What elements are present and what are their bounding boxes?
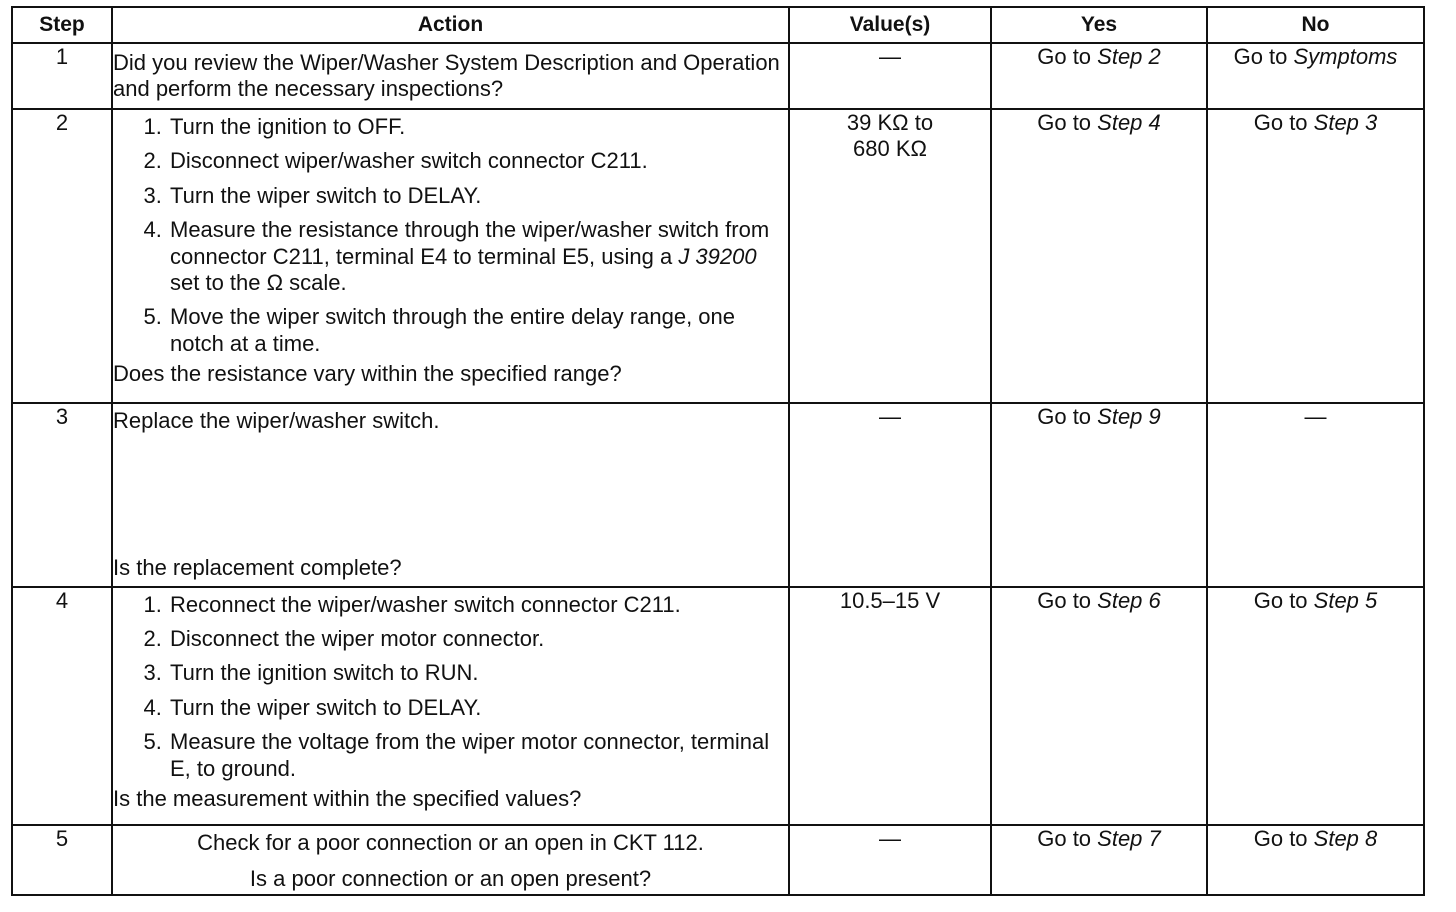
action-text: Did you review the Wiper/Washer System Description and Operation and perform the necessary inspections? <box>113 50 780 102</box>
yes-prefix: Go to <box>1037 587 1098 613</box>
no-cell <box>1207 109 1424 403</box>
step-number: 5 <box>12 825 112 895</box>
header-row <box>12 7 1424 43</box>
yes-cell <box>991 43 1207 109</box>
action-question: Is the replacement complete? <box>113 555 402 581</box>
header-no: No <box>1207 7 1424 43</box>
value-cell: — <box>789 43 991 109</box>
yes-prefix: Go to <box>1037 404 1098 430</box>
action-step: 4. Turn the wiper switch to DELAY. <box>168 695 788 721</box>
action-question: Is a poor connection or an open present? <box>249 866 652 892</box>
action-step: 5. Measure the voltage from the wiper motor connector, terminal E, to ground. <box>168 729 788 782</box>
action-step: 5. Move the wiper switch through the entire delay range, one notch at a time. <box>168 304 788 357</box>
action-steps-list <box>113 114 788 357</box>
yes-cell <box>991 587 1207 825</box>
yes-cell <box>991 403 1207 586</box>
yes-link-step-6[interactable]: Step 6 <box>1097 587 1161 613</box>
step-number: 1 <box>12 43 112 109</box>
header-values: Value(s) <box>789 7 991 43</box>
yes-cell <box>991 825 1207 895</box>
no-prefix: Go to <box>1253 825 1314 851</box>
action-cell <box>112 825 789 895</box>
no-prefix: Go to <box>1253 110 1314 136</box>
action-text: Replace the wiper/washer switch. <box>113 408 440 434</box>
value-cell: 10.5–15 V <box>789 587 991 825</box>
yes-link-step-4[interactable]: Step 4 <box>1097 110 1161 136</box>
step-number: 4 <box>12 587 112 825</box>
action-step: 3. Turn the wiper switch to DELAY. <box>168 183 788 209</box>
table-row-step-3 <box>12 403 1424 586</box>
action-cell <box>112 403 789 586</box>
action-question: Is the measurement within the specified values? <box>113 785 582 811</box>
diagnostic-table <box>11 6 1425 896</box>
action-question: Does the resistance vary within the specified range? <box>113 361 622 387</box>
action-step: 1. Turn the ignition to OFF. <box>168 114 788 140</box>
no-prefix: Go to <box>1233 44 1294 69</box>
no-cell: — <box>1207 403 1424 586</box>
header-step: Step <box>12 7 112 43</box>
action-cell <box>112 587 789 825</box>
action-step-text: Measure the resistance through the wiper/washer switch from connector C211, terminal E4 to terminal E5, using a <box>170 217 770 269</box>
no-prefix: Go to <box>1253 587 1314 613</box>
no-cell <box>1207 587 1424 825</box>
yes-link-step-9[interactable]: Step 9 <box>1097 404 1161 430</box>
step-number: 3 <box>12 403 112 586</box>
tool-reference: J 39200 <box>678 243 757 269</box>
yes-prefix: Go to <box>1037 825 1098 851</box>
action-cell <box>112 109 789 403</box>
action-cell <box>112 43 789 109</box>
no-link-step-5[interactable]: Step 5 <box>1313 587 1378 613</box>
action-step: 2. Disconnect the wiper motor connector. <box>168 626 788 652</box>
yes-prefix: Go to <box>1037 110 1098 136</box>
action-step: 3. Turn the ignition switch to RUN. <box>168 660 788 686</box>
table-row-step-5 <box>12 825 1424 895</box>
yes-link-step-2[interactable]: Step 2 <box>1097 44 1161 69</box>
value-line-1: 39 KΩ to <box>846 110 934 136</box>
header-yes: Yes <box>991 7 1207 43</box>
yes-prefix: Go to <box>1037 44 1098 69</box>
no-link-step-8[interactable]: Step 8 <box>1313 825 1378 851</box>
action-steps-list <box>113 592 788 782</box>
no-cell <box>1207 825 1424 895</box>
table-row-step-1 <box>12 43 1424 109</box>
value-line-2: 680 KΩ <box>853 136 927 162</box>
action-step: 1. Reconnect the wiper/washer switch connector C211. <box>168 592 788 618</box>
yes-link-step-7[interactable]: Step 7 <box>1097 825 1161 851</box>
action-text: Check for a poor connection or an open in CKT 112. <box>197 829 704 855</box>
value-cell: — <box>789 403 991 586</box>
value-cell: — <box>789 825 991 895</box>
step-number: 2 <box>12 109 112 403</box>
table-row-step-4 <box>12 587 1424 825</box>
header-action: Action <box>112 7 789 43</box>
action-step: 2. Disconnect wiper/washer switch connector C211. <box>168 148 788 174</box>
value-cell <box>789 109 991 403</box>
no-link-step-3[interactable]: Step 3 <box>1313 110 1378 136</box>
no-link-symptoms[interactable]: Symptoms <box>1293 44 1398 69</box>
action-step <box>168 217 788 296</box>
no-cell <box>1207 43 1424 109</box>
yes-cell <box>991 109 1207 403</box>
action-step-suffix: set to the Ω scale. <box>170 270 347 296</box>
table-row-step-2 <box>12 109 1424 403</box>
